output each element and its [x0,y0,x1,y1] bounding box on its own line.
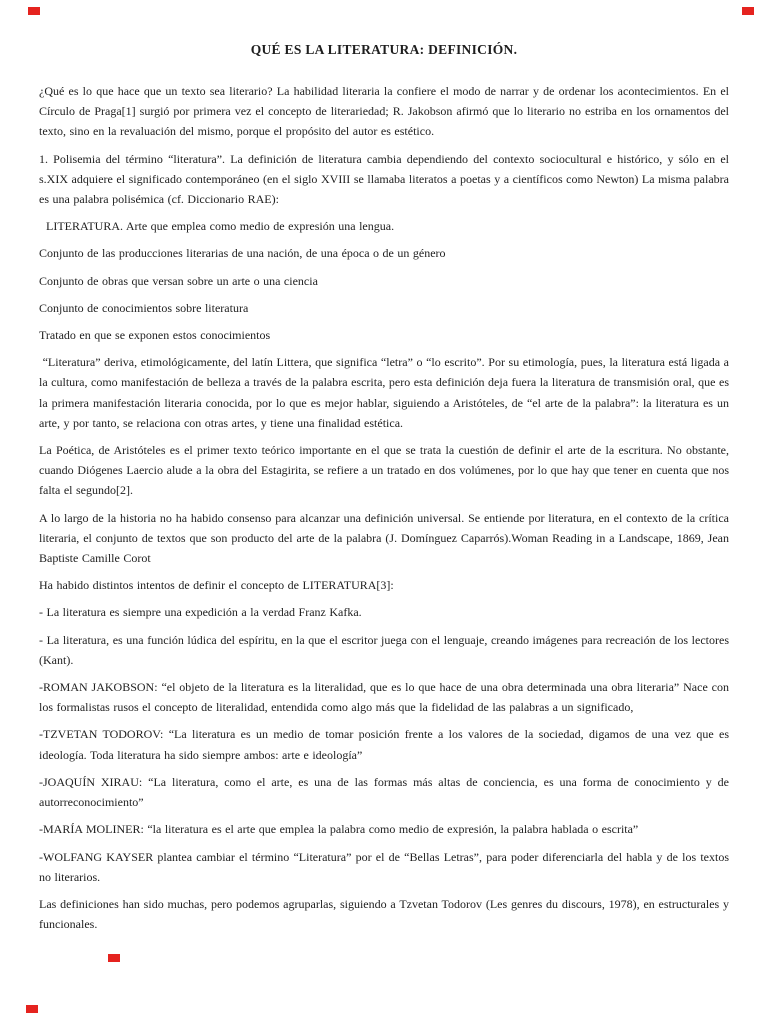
paragraph-kant: - La literatura, es una función lúdica del espíritu, en la que el escritor juega con el lenguaje, creando imágenes para recreación de los lectores (Kant). [39,632,729,667]
paragraph-conclusion: Las definiciones han sido muchas, pero podemos agruparlas, siguiendo a Tzvetan Todorov (Les genres du discours, 1978), en estructurales y funcionales. [39,896,729,932]
paragraph-polisemia: 1. Polisemia del término “literatura”. La definición de literatura cambia dependiendo del contexto sociocultural e histórico, y sólo en el s.XIX adquiere el significado contemporáneo (en el siglo XVIII se llamaba literatos a poetas y a científicos como Newton) La misma palabra es una palabra polisémica (cf. Diccionario RAE): [39,151,729,207]
paragraph-intentos: Ha habido distintos intentos de definir el concepto de LITERATURA[3]: [39,578,394,593]
paragraph-moliner: -MARÍA MOLINER: “la literatura es el arte que emplea la palabra como medio de expresión, la palabra hablada o escrita” [39,822,639,837]
paragraph-poetica: La Poética, de Aristóteles es el primer texto teórico importante en el que se trata la cuestión de definir el arte de la escritura. No obstante, cuando Diógenes Laercio alude a la obra del Estagirita, se refiere a un tratado en dos volúmenes, por lo que hay que tener en cuenta que nos falta el segundo[2]. [39,443,729,498]
paragraph-kafka: - La literatura es siempre una expedición a la verdad Franz Kafka. [39,605,362,620]
paragraph-todorov: -TZVETAN TODOROV: “La literatura es un medio de tomar posición frente a los valores de la sociedad, digamos de una vez que es ideología. Toda literatura ha sido siempre ambos: arte e ideología” [39,727,729,762]
paragraph-intro: ¿Qué es lo que hace que un texto sea literario? La habilidad literaria la confiere el modo de narrar y de ordenar los acontecimientos. En el Círculo de Praga[1] surgió por primera vez el concepto de literariedad; R. Jakobson afirmó que lo literario no estriba en los ornamentos del texto, sino en la revaluación del mismo, porque el propósito del autor es estético. [39,84,729,139]
paragraph-kayser: -WOLFANG KAYSER plantea cambiar el término “Literatura” por el de “Bellas Letras”, para poder diferenciarla del habla y de los textos no literarios. [39,849,729,884]
red-corner-mark-bottom-left [26,1005,38,1013]
paragraph-etymology: “Literatura” deriva, etimológicamente, del latín Littera, que significa “letra” o “lo escrito”. Por su etimología, pues, la literatura está ligada a la cultura, como manifestación de belleza a través de la palabra escrita, pero esta definición deja fuera la literatura de transmisión oral, que es la primera manifestación literaria conocida, por lo que es mejor hablar, siguiendo a Aristóteles, de “el arte de la palabra”: la literatura es un arte, y por tanto, se relaciona con otras artes, y tiene una finalidad estética. [39,355,729,430]
paragraph-rae-definition-4: Conjunto de conocimientos sobre literatura [39,300,249,315]
red-corner-mark-top-left [28,7,40,15]
red-mark-inner-bottom-left [108,954,120,962]
paragraph-xirau: -JOAQUÍN XIRAU: “La literatura, como el arte, es una de las formas más altas de conciencia, es una forma de conocimiento y de autorreconocimiento” [39,774,729,810]
paragraph-rae-definition-2: Conjunto de las producciones literarias de una nación, de una época o de un género [39,246,446,261]
paragraph-rae-definition-5: Tratado en que se exponen estos conocimientos [39,328,271,343]
paragraph-rae-definition-1: LITERATURA. Arte que emplea como medio de expresión una lengua. [39,219,395,234]
paragraph-jakobson: -ROMAN JAKOBSON: “el objeto de la literatura es la literalidad, que es lo que hace de una obra determinada una obra literaria” Nace con los formalistas rusos el concepto de literalidad, entendida como algo más que la fidelidad de las palabras a un significado, [39,680,729,715]
paragraph-history: A lo largo de la historia no ha habido consenso para alcanzar una definición universal. Se entiende por literatura, en el contexto de la crítica literaria, el conjunto de textos que son producto del arte de la palabra (J. Domínguez Caparrós).Woman Reading in a Landscape, 1869, Jean Baptiste Camille Corot [39,510,729,566]
document-title: QUÉ ES LA LITERATURA: DEFINICIÓN. [250,42,518,57]
red-corner-mark-top-right [742,7,754,15]
paragraph-rae-definition-3: Conjunto de obras que versan sobre un arte o una ciencia [39,273,318,288]
